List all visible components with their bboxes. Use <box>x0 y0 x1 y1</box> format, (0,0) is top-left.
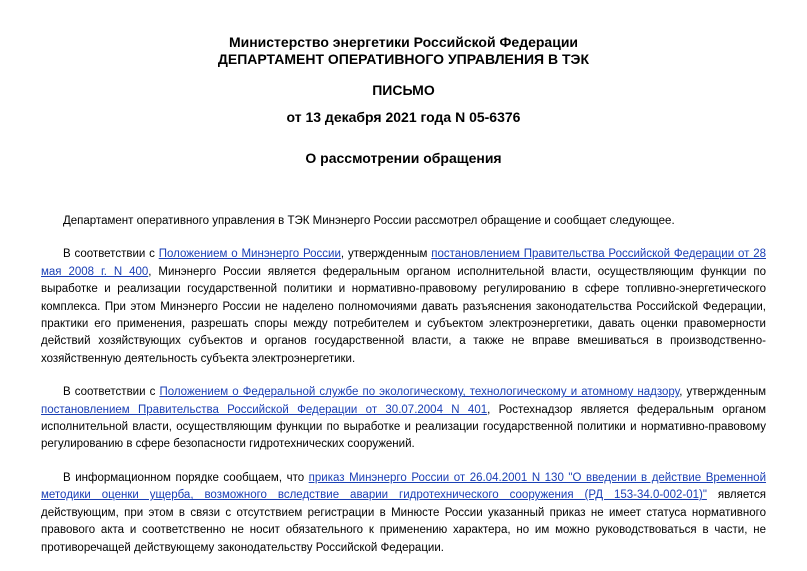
link-government-decree-401[interactable]: постановлением Правительства Российской Федерации от 30.07.2004 N 401 <box>41 403 488 416</box>
paragraph-text: является действующим, при этом в связи с отсутствием регистрации в Минюсте России указанный приказ не имеет статуса нормативного правового акта и соответственно не носит обязательного к применению характера, но им можно руководствоваться в части, не противоречащей действующему законодательству Российской Федерации. <box>41 489 766 554</box>
link-ministry-order-130[interactable]: приказ Минэнерго России от 26.04.2001 N 130 "О введении в действие Временной методики оценки ущерба, возможного вследствие аварии гидротехнического сооружения (РД 153-34.0-002-01)" <box>41 471 767 502</box>
document-type: ПИСЬМО <box>372 82 435 98</box>
paragraph-text: В соответствии с <box>63 248 159 261</box>
ministry-name: Министерство энергетики Российской Федерации <box>228 34 579 50</box>
paragraph-text: , Минэнерго России является федеральным органом исполнительной власти, осуществляющим функции по выработке и реализации государственной политики и нормативно-правовому регулированию в сфере топливно-энергетического комплекса. При этом Минэнерго России не наделено полномочиями давать разъяснения законодательства Российской Федерации, практики его применения, разрешать споры между потребителем и субъектом электроэнергетики, давать оценки правомерности действий хозяйствующих субъектов и органов государственной власти, а также не вправе вмешиваться в производственно-хозяйственную деятельность субъекта электроэнергетики. <box>41 265 766 365</box>
paragraph-intro <box>41 213 766 230</box>
document-header <box>41 34 766 167</box>
link-ministry-regulation[interactable]: Положением о Минэнерго России <box>158 248 341 261</box>
department-name: ДЕПАРТАМЕНТ ОПЕРАТИВНОГО УПРАВЛЕНИЯ В ТЭК <box>217 51 590 67</box>
document-date-number: от 13 декабря 2021 года N 05-6376 <box>286 109 521 125</box>
paragraph-text: , утвержденным <box>679 386 766 399</box>
document-subject: О рассмотрении обращения <box>305 150 502 166</box>
paragraph-order-status <box>41 470 766 557</box>
paragraph-text: , Ростехнадзор является федеральным органом исполнительной власти, осуществляющим функции по выработке и реализации государственной политики и нормативно-правовому регулированию в сфере безопасности гидротехнических сооружений. <box>41 403 767 451</box>
paragraph-rostekhnadzor-authority <box>41 384 766 454</box>
link-rostekhnadzor-regulation[interactable]: Положением о Федеральной службе по экологическому, технологическому и атомному надзору <box>159 386 680 399</box>
paragraph-text: Департамент оперативного управления в ТЭК Минэнерго России рассмотрел обращение и сообщает следующее. <box>63 215 675 227</box>
paragraph-text: В соответствии с <box>63 386 160 399</box>
paragraph-ministry-authority <box>41 246 766 368</box>
document-body <box>41 213 766 557</box>
paragraph-text: В информационном порядке сообщаем, что <box>63 471 309 484</box>
link-government-decree-400[interactable]: постановлением Правительства Российской Федерации от 28 мая 2008 г. N 400 <box>41 248 766 278</box>
paragraph-text: , утвержденным <box>340 248 432 261</box>
